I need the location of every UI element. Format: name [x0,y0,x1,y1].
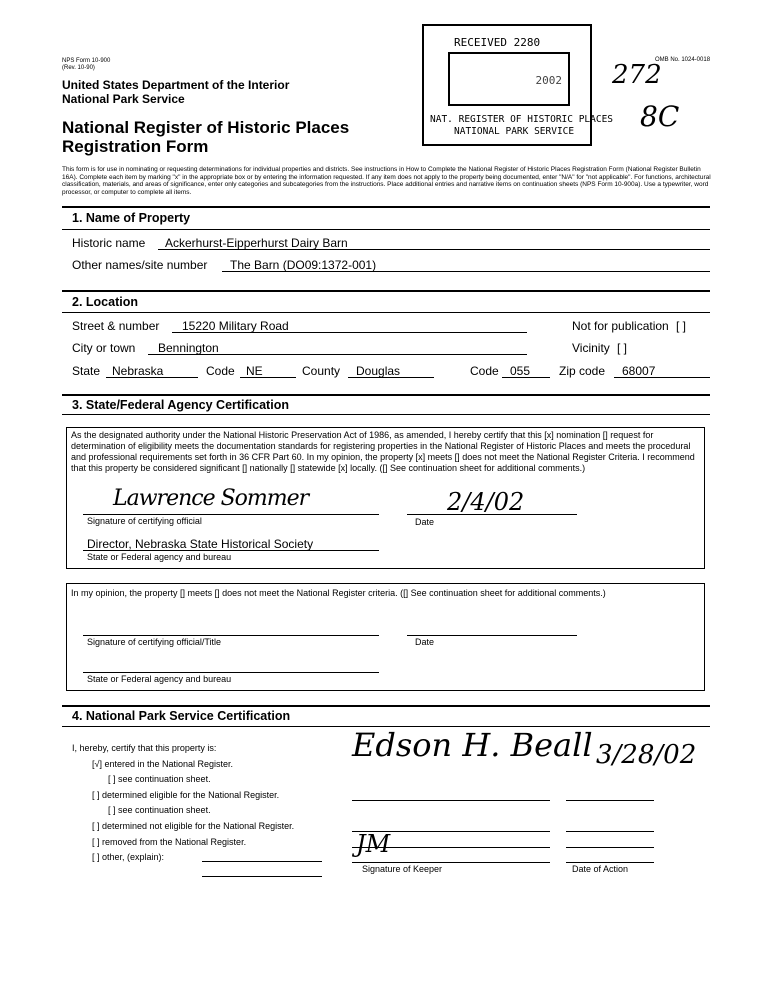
received-stamp [422,24,614,146]
zip-line [614,377,710,378]
keeper-line-1 [352,800,550,801]
section1-underline [62,229,710,230]
option-removed[interactable]: [ ] removed from the National Register. [92,837,247,847]
certifying-signature: Lawrence Sommer [113,486,309,511]
historic-name-label: Historic name [72,236,146,250]
service-name: National Park Service [62,92,185,106]
sig2-label: Signature of certifying official/Title [87,637,222,647]
historic-name-value[interactable]: Ackerhurst-Eipperhurst Dairy Barn [165,236,348,250]
keeper-date: 3/28/02 [596,740,697,770]
agency-label: State or Federal agency and bureau [87,552,232,562]
section4-title: 4. National Park Service Certification [72,709,291,723]
handwritten-date: 2/4/02 [447,488,525,516]
nfp-checkbox[interactable]: [ ] [676,319,687,333]
street-value[interactable]: 15220 Military Road [182,319,289,333]
other-explain-line-2 [202,876,322,877]
action-line-3 [566,847,654,848]
state-line [106,377,198,378]
action-label: Date of Action [572,864,629,874]
street-line [172,332,527,333]
form-number: NPS Form 10-900 [62,58,111,64]
nfp-label: Not for publication [572,319,669,333]
county-value[interactable]: Douglas [356,364,401,378]
state-value[interactable]: Nebraska [112,364,164,378]
nps-intro: I, hereby, certify that this property is: [72,743,217,753]
state-label: State [72,364,101,378]
section3-title: 3. State/Federal Agency Certification [72,398,289,412]
page-subtitle: Registration Form [62,137,209,156]
city-value[interactable]: Bennington [158,341,219,355]
agency2-line [83,672,379,673]
option-entered-continuation[interactable]: [ ] see continuation sheet. [108,774,211,784]
vicinity-checkbox[interactable]: [ ] [617,341,628,355]
sig-label: Signature of certifying official [87,516,202,526]
city-label: City or town [72,341,136,355]
option-other[interactable]: [ ] other, (explain): [92,852,165,862]
option-eligible-continuation[interactable]: [ ] see continuation sheet. [108,805,211,815]
keeper-label: Signature of Keeper [362,864,443,874]
date2-line [407,635,577,636]
section4-divider [62,705,710,707]
county-line [348,377,434,378]
keeper-initials: JM [356,830,391,858]
other-names-line [222,271,710,272]
opinion-box [66,583,705,691]
code2-label: Code [470,364,499,378]
option-eligible[interactable]: [ ] determined eligible for the National Register. [92,790,280,800]
other-explain-line [202,861,322,862]
code2-value[interactable]: 055 [510,364,531,378]
keeper-line-4 [352,862,550,863]
code2-line [502,377,550,378]
section2-divider [62,290,710,292]
section3-underline [62,414,710,415]
zip-label: Zip code [559,364,606,378]
sig2-line [83,635,379,636]
date-line [407,514,577,515]
code-value[interactable]: NE [246,364,263,378]
agency2-label: State or Federal agency and bureau [87,674,232,684]
stamp-received: RECEIVED 2280 [454,36,541,49]
option-not-eligible[interactable]: [ ] determined not eligible for the National Register. [92,821,295,831]
code-line [240,377,296,378]
option-entered[interactable]: [√] entered in the National Register. [92,759,234,769]
section3-divider [62,394,710,396]
stamp-service: NATIONAL PARK SERVICE [454,126,575,137]
date-label: Date [415,517,435,527]
handwritten-number: 272 [612,60,662,90]
section2-underline [62,312,710,313]
handwritten-mark: 8C [640,100,680,133]
agency-line [83,550,379,551]
stamp-register: NAT. REGISTER OF HISTORIC PLACES [430,114,614,125]
action-line-4 [566,862,654,863]
cert-text: As the designated authority under the National Historic Preservation Act of 1986, as amended, I hereby certify that this [x] nomination [] request for determination of eligibility meets the documentation standards for registering properties in the National Register of Historic Places and meets the procedural and professional requirements set forth in 36 CFR Part 60. In my opinion, the property [x] meets [] does not meet the National Register Criteria. I recommend that this property be considered significant [] nationally [] statewide [x] locally. ([] See continuation sheet for additional comments.) [71,430,695,473]
opinion-text: In my opinion, the property [] meets [] does not meet the National Register criteria. ([] See continuation sheet for additional comments.) [71,588,606,598]
department: United States Department of the Interior [62,78,290,92]
page-title: National Register of Historic Places [62,118,350,137]
section1-divider [62,206,710,208]
action-line-1 [566,800,654,801]
form-rev: (Rev. 10-90) [62,65,95,71]
sig-line [83,514,379,515]
county-label: County [302,364,341,378]
city-line [148,354,527,355]
other-names-label: Other names/site number [72,258,208,272]
state-cert-box [66,427,705,569]
instructions-text: This form is for use in nominating or requesting determinations for individual properties and districts. See instructions in How to Complete the National Register of Historic Places Registration Form (National Register Bulletin 16A). Complete each item by marking "x" in the appropriate box or by entering the information requested. If any item does not apply to the property being documented, enter "N/A" for "not applicable". For functions, architectural classification, materials, and areas of significance, enter only categories and subcategories from the instructions. Place additional entries and narrative items on continuation sheets (NPS Form 10-900a). Use a typewriter, word processor, or computer to complete all items. [62,166,711,196]
keeper-signature: Edson H. Beall [352,726,593,764]
stamp-date: 2002 [535,74,562,87]
date2-label: Date [415,637,435,647]
other-names-value[interactable]: The Barn (DO09:1372-001) [230,258,377,272]
code-label: Code [206,364,235,378]
zip-value[interactable]: 68007 [622,364,656,378]
vicinity-label: Vicinity [572,341,610,355]
historic-name-line [158,249,710,250]
action-line-2 [566,831,654,832]
section2-title: 2. Location [72,295,138,309]
stamp-inner-box [448,52,570,106]
section1-title: 1. Name of Property [72,211,191,225]
agency-value[interactable]: Director, Nebraska State Historical Society [87,537,314,551]
omb-number: OMB No. 1024-0018 [655,57,711,63]
street-label: Street & number [72,319,160,333]
